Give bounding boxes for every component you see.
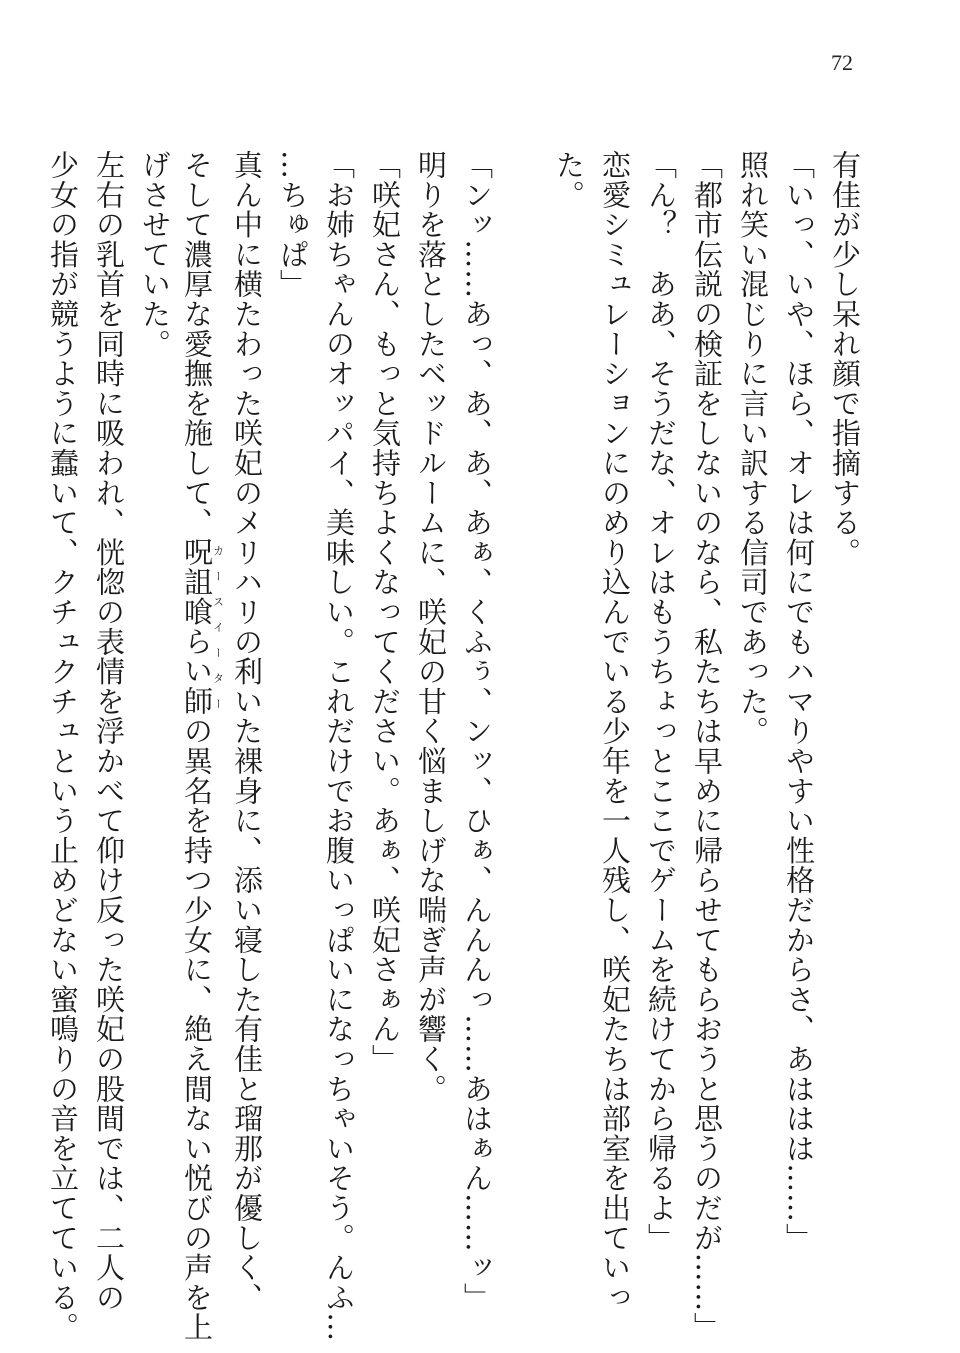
text-line: 少女の指が競うように蠢いて、クチュクチュという止めどない蜜鳴りの音を立てている。 <box>46 150 80 1342</box>
ruby-reading: カースイーター <box>211 537 225 717</box>
ruby-base: 呪詛喰らい師 <box>180 537 214 717</box>
text-line: 恋愛シミュレーションにのめり込んでいる少年を一人残し、咲妃たちは部室を出ていっ <box>598 150 632 1313</box>
text-segment: そして濃厚な愛撫を施して、 <box>180 150 214 538</box>
page-number: 72 <box>831 50 853 75</box>
text-line: た。 <box>552 150 586 210</box>
text-line: …ちゅぱ」 <box>276 150 310 299</box>
text-line: 「いっ、いや、ほら、オレは何にでもハマりやすい性格だからさ、あははは……」 <box>782 150 816 1253</box>
text-line: 「咲妃さん、もっと気持ちよくなってください。あぁ、咲妃さぁん」 <box>368 150 402 1074</box>
text-line: 「ん？ ああ、そうだな、オレはもうちょっとここでゲームを続けてから帰るよ」 <box>644 150 678 1253</box>
text-line-with-ruby <box>178 150 225 1343</box>
text-line: 「ンッ……あっ、あ、あ、あぁ、くふぅ、ンッ、ひぁ、んんんっ……あはぁん……ッ」 <box>460 150 494 1313</box>
text-line: 左右の乳首を同時に吸われ、恍惚の表情を浮かべて仰け反った咲妃の股間では、二人の <box>92 150 126 1313</box>
scene-break <box>500 150 546 1230</box>
vertical-text-body <box>46 150 868 1343</box>
text-line: 真ん中に横たわった咲妃のメリハリの利いた裸身に、添い寝した有佳と瑠那が優しく、 <box>230 150 264 1313</box>
text-line: 有佳が少し呆れ顔で指摘する。 <box>828 150 862 568</box>
text-line: 「お姉ちゃんのオッパイ、美味しい。これだけでお腹いっぱいになっちゃいそう。んふ… <box>322 150 356 1342</box>
text-line: 照れ笑い混じりに言い訳する信司であった。 <box>736 150 770 746</box>
text-line: 「都市伝説の検証をしないのなら、私たちは早めに帰らせてもらおうと思うのだが……」 <box>690 150 724 1342</box>
ruby-annotation <box>180 537 225 717</box>
text-segment: の異名を持つ少女に、絶え間ない悦びの声を上 <box>180 716 214 1343</box>
text-line: げさせていた。 <box>138 150 172 359</box>
text-line: 明りを落としたベッドルームに、咲妃の甘く悩ましげな喘ぎ声が響く。 <box>414 150 448 1104</box>
